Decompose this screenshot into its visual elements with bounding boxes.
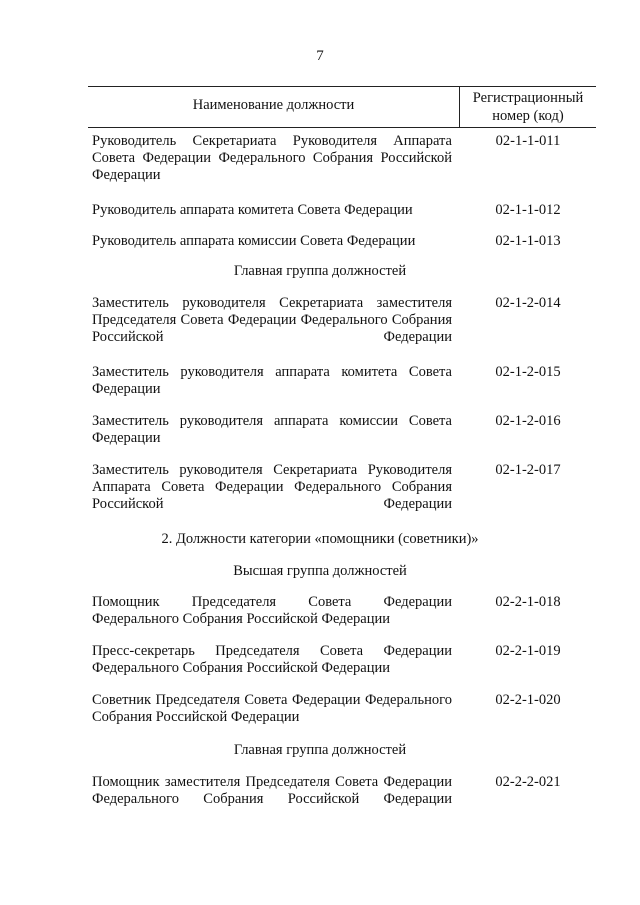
position-code: 02-2-2-021 bbox=[495, 774, 561, 790]
position-name: Заместитель руководителя Секретариата заместителя Председателя Совета Федерации Федерального Собрания Российской Федерации bbox=[92, 295, 452, 346]
header-code-line-2: номер (код) bbox=[492, 108, 564, 124]
header-name-column: Наименование должности bbox=[192, 97, 355, 113]
group-caption: Высшая группа должностей bbox=[233, 563, 407, 579]
position-name: Руководитель аппарата комитета Совета Федерации bbox=[92, 202, 413, 218]
position-code: 02-2-1-019 bbox=[495, 643, 561, 659]
table-top-rule bbox=[88, 86, 596, 87]
position-code: 02-2-1-020 bbox=[495, 692, 561, 708]
position-code: 02-2-1-018 bbox=[495, 594, 561, 610]
header-code-column bbox=[460, 89, 596, 125]
position-code: 02-1-2-015 bbox=[495, 364, 561, 380]
position-name: Пресс-секретарь Председателя Совета Федерации Федерального Собрания Российской Федерации bbox=[92, 643, 452, 677]
position-code: 02-1-2-016 bbox=[495, 413, 561, 429]
position-code: 02-1-2-014 bbox=[495, 295, 561, 311]
header-bottom-rule bbox=[88, 127, 596, 128]
group-caption: Главная группа должностей bbox=[233, 263, 407, 279]
position-code: 02-1-1-011 bbox=[495, 133, 561, 149]
position-name: Заместитель руководителя Секретариата Руководителя Аппарата Совета Федерации Федерального Собрания Российской Федерации bbox=[92, 462, 452, 513]
position-name: Заместитель руководителя аппарата комиссии Совета Федерации bbox=[92, 413, 452, 447]
position-code: 02-1-1-012 bbox=[495, 202, 561, 218]
position-code: 02-1-2-017 bbox=[495, 462, 561, 478]
position-name: Помощник Председателя Совета Федерации Федерального Собрания Российской Федерации bbox=[92, 594, 452, 628]
header-code-line-1: Регистрационный bbox=[472, 90, 584, 106]
category-caption: 2. Должности категории «помощники (советники)» bbox=[161, 531, 479, 547]
position-name: Руководитель Секретариата Руководителя Аппарата Совета Федерации Федерального Собрания Российской Федерации bbox=[92, 133, 452, 184]
position-name: Помощник заместителя Председателя Совета Федерации Федерального Собрания Российской Федерации bbox=[92, 774, 452, 808]
position-name: Руководитель аппарата комиссии Совета Федерации bbox=[92, 233, 416, 249]
page-number: 7 bbox=[316, 48, 324, 64]
position-code: 02-1-1-013 bbox=[495, 233, 561, 249]
position-name: Советник Председателя Совета Федерации Федерального Собрания Российской Федерации bbox=[92, 692, 452, 726]
position-name: Заместитель руководителя аппарата комитета Совета Федерации bbox=[92, 364, 452, 398]
group-caption: Главная группа должностей bbox=[233, 742, 407, 758]
